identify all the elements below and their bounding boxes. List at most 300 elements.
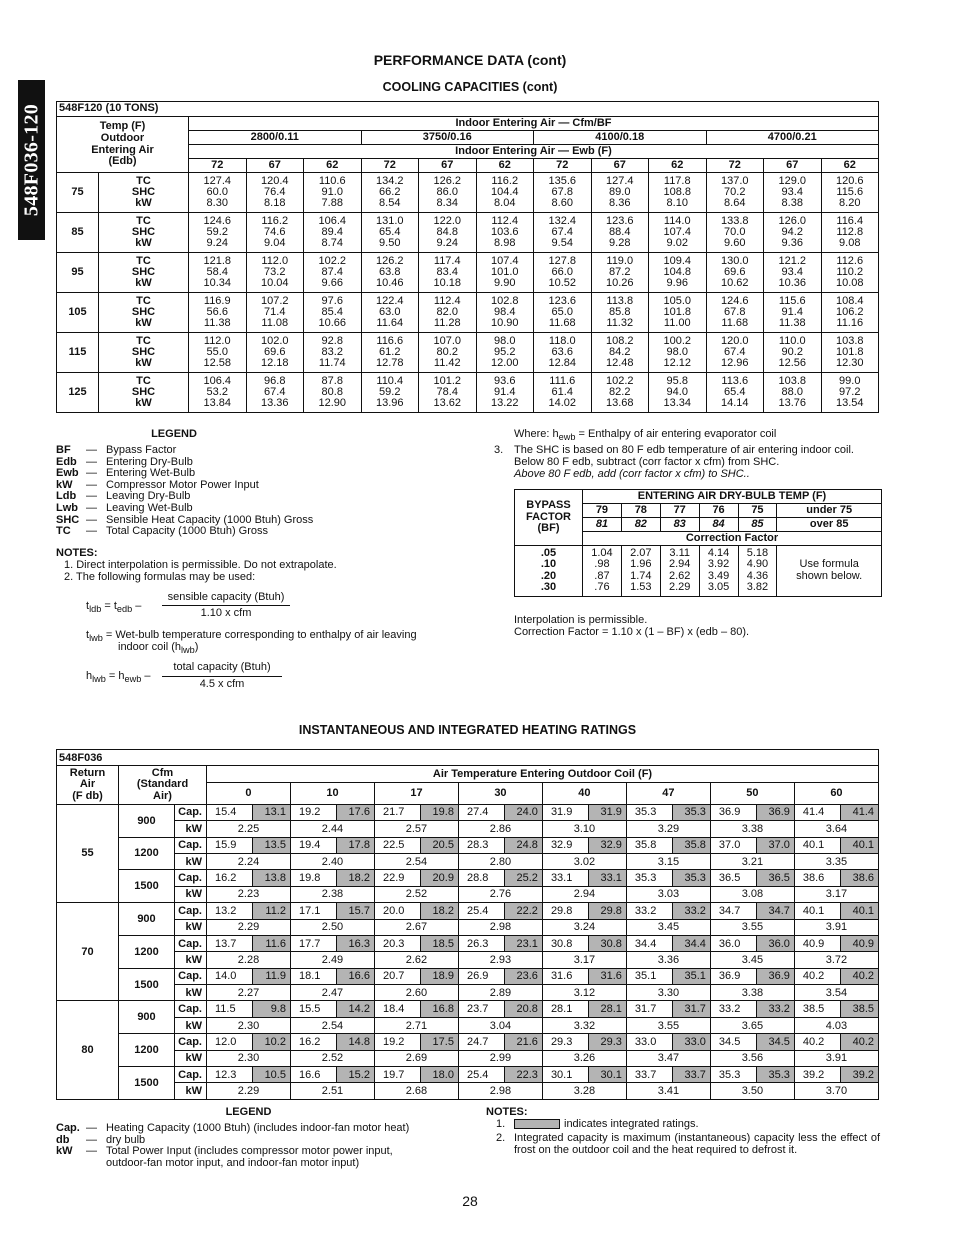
heating-cap-row xyxy=(57,1034,879,1050)
cooling-cell: 121.8 58.4 10.34 xyxy=(189,253,247,293)
cooling-cell: 137.0 70.2 8.64 xyxy=(706,173,764,213)
kw-label: kW xyxy=(175,952,207,968)
heating-kw-row xyxy=(57,821,879,837)
integrated-capacity: 29.8 xyxy=(588,903,626,919)
instantaneous-capacity: 31.6 xyxy=(542,968,588,984)
kw-value: 3.12 xyxy=(542,985,626,1001)
kw-value: 3.56 xyxy=(710,1050,794,1066)
kw-value: 2.80 xyxy=(458,853,542,869)
cfm-value: 1200 xyxy=(119,1034,175,1067)
row-labels: TC SHC kW xyxy=(99,253,189,293)
cfm-header: Cfm (Standard Air) xyxy=(119,766,207,804)
kw-label: kW xyxy=(175,919,207,935)
ewb-value: 62 xyxy=(476,159,534,173)
legend-item: SHC — Sensible Heat Capacity (1000 Btuh) Gross xyxy=(56,513,314,526)
kw-value: 2.24 xyxy=(207,853,291,869)
cooling-cell: 123.6 88.4 9.28 xyxy=(591,213,649,253)
kw-value: 3.15 xyxy=(626,853,710,869)
integrated-capacity: 20.8 xyxy=(504,1001,542,1017)
kw-value: 2.23 xyxy=(207,886,291,902)
kw-value: 3.17 xyxy=(542,952,626,968)
temp-below: 78 xyxy=(621,504,660,518)
instantaneous-capacity: 22.5 xyxy=(374,837,420,853)
bypass-factor-header: BYPASS FACTOR (BF) xyxy=(515,490,583,546)
integrated-capacity: 30.1 xyxy=(588,1067,626,1083)
kw-value: 2.52 xyxy=(374,886,458,902)
cooling-cell: 132.4 67.4 9.54 xyxy=(534,213,592,253)
integrated-capacity: 23.6 xyxy=(504,968,542,984)
correction-values: 1.04 .98 .87 .76 xyxy=(583,546,622,597)
legend-abbr xyxy=(56,1158,86,1170)
cfm-group: 3750/0.16 xyxy=(361,131,534,145)
kw-label: kW xyxy=(175,985,207,1001)
kw-value: 3.55 xyxy=(626,1017,710,1033)
legend-title: LEGEND xyxy=(225,1106,272,1118)
cooling-cell: 115.6 91.4 11.38 xyxy=(764,293,822,333)
use-formula: Use formula shown below. xyxy=(777,546,882,597)
integrated-capacity: 33.0 xyxy=(672,1034,710,1050)
cfm-value: 1500 xyxy=(119,968,175,1001)
instantaneous-capacity: 33.0 xyxy=(626,1034,672,1050)
cap-label: Cap. xyxy=(175,1034,207,1050)
integrated-capacity: 13.1 xyxy=(253,804,291,820)
integrated-capacity: 36.9 xyxy=(756,968,794,984)
kw-value: 2.27 xyxy=(207,985,291,1001)
kw-value: 2.60 xyxy=(374,985,458,1001)
cfm-value: 1500 xyxy=(119,1067,175,1100)
integrated-capacity: 20.5 xyxy=(420,837,458,853)
cooling-cell: 112.6 110.2 10.08 xyxy=(821,253,879,293)
outdoor-temp: 60 xyxy=(794,782,878,804)
cooling-cell: 133.8 70.0 9.60 xyxy=(706,213,764,253)
formula-lwb: $t_{lwb}$ = Wet-bulb temperature corresponding to enthalpy of air leaving xyxy=(86,629,417,644)
cap-label: Cap. xyxy=(175,903,207,919)
kw-value: 3.45 xyxy=(626,919,710,935)
legend-abbr: BF xyxy=(56,444,71,456)
cooling-cell: 111.6 61.4 14.02 xyxy=(534,373,592,413)
kw-value: 2.28 xyxy=(207,952,291,968)
legend-abbr: TC xyxy=(56,525,71,538)
integrated-capacity: 40.1 xyxy=(840,837,878,853)
formula-ldb: $t_{ldb} = t_{edb}$ – xyxy=(86,600,142,615)
ewb-value: 67 xyxy=(246,159,304,173)
outdoor-temp: 30 xyxy=(458,782,542,804)
legend-item: BF — Bypass Factor xyxy=(56,444,177,456)
outdoor-temp-header: Air Temperature Entering Outdoor Coil (F) xyxy=(207,766,879,782)
cap-label: Cap. xyxy=(175,968,207,984)
instantaneous-capacity: 26.9 xyxy=(458,968,504,984)
cooling-cell: 134.2 66.2 8.54 xyxy=(361,173,419,213)
kw-value: 2.76 xyxy=(458,886,542,902)
integrated-capacity: 13.5 xyxy=(253,837,291,853)
heating-kw-row xyxy=(57,919,879,935)
kw-value: 2.54 xyxy=(290,1017,374,1033)
cooling-cell: 112.0 73.2 10.04 xyxy=(246,253,304,293)
integrated-capacity: 32.9 xyxy=(588,837,626,853)
integrated-capacity: 15.2 xyxy=(336,1067,374,1083)
integrated-capacity: 14.2 xyxy=(336,1001,374,1017)
heating-kw-row xyxy=(57,853,879,869)
cooling-cell: 103.8 101.8 12.30 xyxy=(821,333,879,373)
kw-value: 2.62 xyxy=(374,952,458,968)
integrated-capacity: 33.7 xyxy=(672,1067,710,1083)
kw-value: 2.47 xyxy=(290,985,374,1001)
temp-below: 76 xyxy=(699,504,738,518)
kw-value: 2.89 xyxy=(458,985,542,1001)
kw-value: 3.41 xyxy=(626,1083,710,1099)
instantaneous-capacity: 19.2 xyxy=(290,804,336,820)
integrated-capacity: 36.0 xyxy=(756,935,794,951)
legend-text: outdoor-fan motor input, and indoor-fan motor input) xyxy=(106,1156,360,1169)
cap-label: Cap. xyxy=(175,1001,207,1017)
kw-value: 3.45 xyxy=(710,952,794,968)
instantaneous-capacity: 40.2 xyxy=(794,1034,840,1050)
cooling-cell: 116.2 74.6 9.04 xyxy=(246,213,304,253)
kw-value: 2.98 xyxy=(458,1083,542,1099)
integrated-capacity: 40.2 xyxy=(840,1034,878,1050)
kw-value: 3.91 xyxy=(794,919,878,935)
formula-lwb-line2: indoor coil $(h_{lwb})$ xyxy=(118,641,199,656)
fraction-line xyxy=(162,676,282,677)
legend-item: Lwb — Leaving Wet-Bulb xyxy=(56,501,193,514)
cooling-cell: 103.8 88.0 13.76 xyxy=(764,373,822,413)
kw-value: 3.21 xyxy=(710,853,794,869)
cooling-cell: 110.6 91.0 7.88 xyxy=(304,173,362,213)
cooling-cell: 131.0 65.4 9.50 xyxy=(361,213,419,253)
integrated-capacity: 13.8 xyxy=(253,870,291,886)
kw-value: 2.52 xyxy=(290,1050,374,1066)
kw-value: 3.72 xyxy=(794,952,878,968)
legend-text: Leaving Dry-Bulb xyxy=(106,490,191,503)
cap-label: Cap. xyxy=(175,870,207,886)
kw-value: 3.38 xyxy=(710,985,794,1001)
outdoor-temp: 40 xyxy=(542,782,626,804)
kw-value: 3.55 xyxy=(710,919,794,935)
instantaneous-capacity: 36.5 xyxy=(710,870,756,886)
heating-ratings-table xyxy=(56,749,879,1100)
kw-value: 2.51 xyxy=(290,1083,374,1099)
side-tab xyxy=(18,80,45,240)
bypass-factor-table xyxy=(514,489,882,597)
instantaneous-capacity: 40.1 xyxy=(794,903,840,919)
legend-item xyxy=(56,1158,476,1170)
kw-value: 3.04 xyxy=(458,1017,542,1033)
legend-text: Bypass Factor xyxy=(106,444,177,456)
formula-ldb-numerator: sensible capacity (Btuh) xyxy=(167,591,285,603)
kw-value: 2.54 xyxy=(374,853,458,869)
outdoor-temp: 47 xyxy=(626,782,710,804)
heating-kw-row xyxy=(57,952,879,968)
kw-value: 3.47 xyxy=(626,1050,710,1066)
edb-temp: 85 xyxy=(57,213,99,253)
ewb-value: 67 xyxy=(419,159,477,173)
cooling-legend xyxy=(56,428,466,538)
kw-value: 2.68 xyxy=(374,1083,458,1099)
formula-hlwb-numerator: total capacity (Btuh) xyxy=(173,661,271,673)
cooling-cell: 126.2 86.0 8.34 xyxy=(419,173,477,213)
instantaneous-capacity: 20.0 xyxy=(374,903,420,919)
notes-title: NOTES: xyxy=(486,1106,528,1118)
ewb-value: 62 xyxy=(821,159,879,173)
correction-values: 3.11 2.94 2.62 2.29 xyxy=(660,546,699,597)
kw-value: 2.50 xyxy=(290,919,374,935)
kw-label: kW xyxy=(175,886,207,902)
edb-temp: 75 xyxy=(57,173,99,213)
heating-cap-row xyxy=(57,935,879,951)
instantaneous-capacity: 30.8 xyxy=(542,935,588,951)
cooling-cell: 120.6 115.6 8.20 xyxy=(821,173,879,213)
integrated-capacity: 35.3 xyxy=(756,1067,794,1083)
cooling-cell: 120.0 67.4 12.96 xyxy=(706,333,764,373)
cooling-cell: 102.2 87.4 9.66 xyxy=(304,253,362,293)
legend-text: Total Power Input (includes compressor motor power input, xyxy=(106,1145,393,1158)
temp-above: 83 xyxy=(660,518,699,532)
cfm-header: Indoor Entering Air — Cfm/BF xyxy=(189,117,879,131)
ewb-value: 67 xyxy=(591,159,649,173)
edb-temp: 105 xyxy=(57,293,99,333)
kw-value: 3.03 xyxy=(626,886,710,902)
legend-abbr: Ldb xyxy=(56,490,77,503)
instantaneous-capacity: 28.8 xyxy=(458,870,504,886)
cfm-value: 900 xyxy=(119,903,175,936)
integrated-capacity: 10.5 xyxy=(253,1067,291,1083)
integrated-capacity: 15.7 xyxy=(336,903,374,919)
heating-cap-row xyxy=(57,968,879,984)
cooling-cell: 100.2 98.0 12.12 xyxy=(649,333,707,373)
correction-factor-header: Correction Factor xyxy=(583,532,882,546)
note-2: 2. The following formulas may be used: xyxy=(64,571,256,584)
kw-value: 3.32 xyxy=(542,1017,626,1033)
kw-value: 2.94 xyxy=(542,886,626,902)
kw-value: 3.70 xyxy=(794,1083,878,1099)
cooling-cell: 108.2 84.2 12.48 xyxy=(591,333,649,373)
integrated-capacity: 33.2 xyxy=(756,1001,794,1017)
integrated-capacity: 30.8 xyxy=(588,935,626,951)
integrated-capacity: 35.3 xyxy=(672,804,710,820)
cooling-cell: 106.4 53.2 13.84 xyxy=(189,373,247,413)
integrated-capacity: 39.2 xyxy=(840,1067,878,1083)
integrated-capacity: 18.2 xyxy=(420,903,458,919)
instantaneous-capacity: 15.9 xyxy=(207,837,253,853)
integrated-capacity: 22.2 xyxy=(504,903,542,919)
temp-above: 84 xyxy=(699,518,738,532)
instantaneous-capacity: 29.3 xyxy=(542,1034,588,1050)
instantaneous-capacity: 19.7 xyxy=(374,1067,420,1083)
outdoor-temp: 10 xyxy=(290,782,374,804)
cooling-cell: 126.0 94.2 9.36 xyxy=(764,213,822,253)
entering-air-header: ENTERING AIR DRY-BULB TEMP (F) xyxy=(583,490,882,504)
cooling-cell: 106.4 89.4 8.74 xyxy=(304,213,362,253)
integrated-capacity: 22.3 xyxy=(504,1067,542,1083)
instantaneous-capacity: 36.9 xyxy=(710,804,756,820)
heating-cap-row xyxy=(57,1001,879,1017)
legend-abbr: Ewb xyxy=(56,467,79,480)
cooling-cell: 96.8 67.4 13.36 xyxy=(246,373,304,413)
temp-above: 81 xyxy=(583,518,622,532)
instantaneous-capacity: 31.9 xyxy=(542,804,588,820)
kw-value: 2.29 xyxy=(207,919,291,935)
legend-item: kW — Total Power Input (includes compressor motor power input, xyxy=(56,1145,393,1158)
cooling-cell: 93.6 91.4 13.22 xyxy=(476,373,534,413)
legend-item: db — dry bulb xyxy=(56,1133,146,1146)
temp-below: 77 xyxy=(660,504,699,518)
note-3-number: 3. xyxy=(494,444,504,456)
cooling-cell: 119.0 87.2 10.26 xyxy=(591,253,649,293)
legend-text: Heating Capacity (1000 Btuh) (includes indoor-fan motor heat) xyxy=(106,1122,410,1134)
model-cell: 548F036 xyxy=(57,750,879,766)
integrated-capacity: 36.9 xyxy=(756,804,794,820)
cfm-value: 1500 xyxy=(119,870,175,903)
integrated-capacity: 18.5 xyxy=(420,935,458,951)
integrated-capacity: 34.4 xyxy=(672,935,710,951)
integrated-capacity: 37.0 xyxy=(756,837,794,853)
kw-value: 3.02 xyxy=(542,853,626,869)
ewb-value: 72 xyxy=(706,159,764,173)
side-tab-label: 548F036-120 xyxy=(20,103,42,217)
correction-values: 5.18 4.90 4.36 3.82 xyxy=(738,546,777,597)
cooling-row xyxy=(57,373,879,413)
return-air-temp: 80 xyxy=(57,1001,119,1099)
temp-above: over 85 xyxy=(777,518,882,532)
cooling-cell: 113.8 85.8 11.32 xyxy=(591,293,649,333)
ewb-header: Indoor Entering Air — Ewb (F) xyxy=(189,145,879,159)
legend-title: LEGEND xyxy=(151,428,197,440)
cooling-cell: 116.9 56.6 11.38 xyxy=(189,293,247,333)
instantaneous-capacity: 16.2 xyxy=(207,870,253,886)
instantaneous-capacity: 19.4 xyxy=(290,837,336,853)
ewb-value: 72 xyxy=(189,159,247,173)
kw-value: 2.40 xyxy=(290,853,374,869)
cooling-cell: 102.0 69.6 12.18 xyxy=(246,333,304,373)
cooling-cell: 117.4 83.4 10.18 xyxy=(419,253,477,293)
instantaneous-capacity: 35.3 xyxy=(626,804,672,820)
integrated-capacity: 17.6 xyxy=(336,804,374,820)
note-2: Integrated capacity is maximum (instantaneous) capacity less the effect of frost on the outdoor coil and the heat required to defrost it. xyxy=(514,1132,880,1157)
cooling-cell: 97.6 85.4 10.66 xyxy=(304,293,362,333)
instantaneous-capacity: 25.4 xyxy=(458,903,504,919)
integrated-capacity: 41.4 xyxy=(840,804,878,820)
edb-temp: 95 xyxy=(57,253,99,293)
temp-below: under 75 xyxy=(777,504,882,518)
cooling-cell: 110.4 59.2 13.96 xyxy=(361,373,419,413)
heating-title: INSTANTANEOUS AND INTEGRATED HEATING RATINGS xyxy=(298,723,637,737)
instantaneous-capacity: 11.5 xyxy=(207,1001,253,1017)
temp-above: 85 xyxy=(738,518,777,532)
legend-item: Cap. — Heating Capacity (1000 Btuh) (includes indoor-fan motor heat) xyxy=(56,1122,410,1134)
kw-value: 3.28 xyxy=(542,1083,626,1099)
cooling-cell: 112.0 55.0 12.58 xyxy=(189,333,247,373)
integrated-capacity: 31.9 xyxy=(588,804,626,820)
integrated-capacity: 33.1 xyxy=(588,870,626,886)
cooling-cell: 107.0 80.2 11.42 xyxy=(419,333,477,373)
cooling-cell: 117.8 108.8 8.10 xyxy=(649,173,707,213)
legend-text: dry bulb xyxy=(106,1133,146,1146)
ewb-value: 62 xyxy=(649,159,707,173)
heating-cap-row xyxy=(57,837,879,853)
cfm-value: 1200 xyxy=(119,837,175,870)
integrated-capacity: 11.9 xyxy=(253,968,291,984)
kw-value: 3.10 xyxy=(542,821,626,837)
legend-item: Edb — Entering Dry-Bulb xyxy=(56,455,193,468)
instantaneous-capacity: 17.1 xyxy=(290,903,336,919)
legend-item: Ldb — Leaving Dry-Bulb xyxy=(56,490,191,503)
legend-abbr: kW xyxy=(56,478,73,491)
instantaneous-capacity: 35.3 xyxy=(710,1067,756,1083)
cooling-row xyxy=(57,333,879,373)
interpolation-note: Interpolation is permissible. xyxy=(514,614,648,626)
kw-value: 3.24 xyxy=(542,919,626,935)
correction-factor-formula: Correction Factor = 1.10 x (1 – BF) x (edb – 80). xyxy=(514,626,750,638)
integrated-capacity: 10.2 xyxy=(253,1034,291,1050)
cfm-group: 2800/0.11 xyxy=(189,131,362,145)
integrated-capacity: 35.3 xyxy=(672,870,710,886)
heating-kw-row xyxy=(57,1050,879,1066)
instantaneous-capacity: 16.6 xyxy=(290,1067,336,1083)
kw-value: 2.86 xyxy=(458,821,542,837)
cooling-cell: 130.0 69.6 10.62 xyxy=(706,253,764,293)
instantaneous-capacity: 13.7 xyxy=(207,935,253,951)
cooling-cell: 102.8 98.4 10.90 xyxy=(476,293,534,333)
cooling-row xyxy=(57,173,879,213)
kw-value: 2.25 xyxy=(207,821,291,837)
instantaneous-capacity: 32.9 xyxy=(542,837,588,853)
instantaneous-capacity: 23.7 xyxy=(458,1001,504,1017)
cfm-group: 4700/0.21 xyxy=(706,131,879,145)
return-air-temp: 55 xyxy=(57,804,119,902)
temp-header: Temp (F) Outdoor Entering Air (Edb) xyxy=(57,117,189,173)
heating-cap-row xyxy=(57,804,879,820)
page-title: PERFORMANCE DATA (cont) xyxy=(373,52,567,68)
instantaneous-capacity: 40.1 xyxy=(794,837,840,853)
instantaneous-capacity: 17.7 xyxy=(290,935,336,951)
outdoor-temp: 50 xyxy=(710,782,794,804)
heating-cap-row xyxy=(57,870,879,886)
integrated-capacity: 16.8 xyxy=(420,1001,458,1017)
integrated-capacity: 38.5 xyxy=(840,1001,878,1017)
instantaneous-capacity: 13.2 xyxy=(207,903,253,919)
legend-text: Total Capacity (1000 Btuh) Gross xyxy=(106,525,269,538)
cooling-cell: 102.2 82.2 13.68 xyxy=(591,373,649,413)
instantaneous-capacity: 33.1 xyxy=(542,870,588,886)
kw-label: kW xyxy=(175,1017,207,1033)
instantaneous-capacity: 16.2 xyxy=(290,1034,336,1050)
heating-kw-row xyxy=(57,1017,879,1033)
cooling-cell: 92.8 83.2 11.74 xyxy=(304,333,362,373)
cooling-cell: 95.8 94.0 13.34 xyxy=(649,373,707,413)
instantaneous-capacity: 35.8 xyxy=(626,837,672,853)
cooling-cell: 124.6 67.8 11.68 xyxy=(706,293,764,333)
return-air-temp: 70 xyxy=(57,903,119,1001)
legend-abbr: db xyxy=(56,1133,70,1146)
row-labels: TC SHC kW xyxy=(99,213,189,253)
kw-value: 3.36 xyxy=(626,952,710,968)
cap-label: Cap. xyxy=(175,935,207,951)
legend-text: Entering Wet-Bulb xyxy=(106,467,196,480)
integrated-capacity: 14.8 xyxy=(336,1034,374,1050)
edb-temp: 125 xyxy=(57,373,99,413)
formula-hlwb: $h_{lwb} = h_{ewb}$ – xyxy=(86,670,151,685)
integrated-capacity: 35.1 xyxy=(672,968,710,984)
outdoor-temp: 0 xyxy=(207,782,291,804)
kw-value: 2.99 xyxy=(458,1050,542,1066)
cooling-cell: 99.0 97.2 13.54 xyxy=(821,373,879,413)
ewb-value: 72 xyxy=(361,159,419,173)
integrated-capacity: 28.1 xyxy=(588,1001,626,1017)
instantaneous-capacity: 19.2 xyxy=(374,1034,420,1050)
note-1: 1. Direct interpolation is permissible. Do not extrapolate. xyxy=(64,559,337,572)
integrated-capacity: 31.6 xyxy=(588,968,626,984)
kw-label: kW xyxy=(175,853,207,869)
